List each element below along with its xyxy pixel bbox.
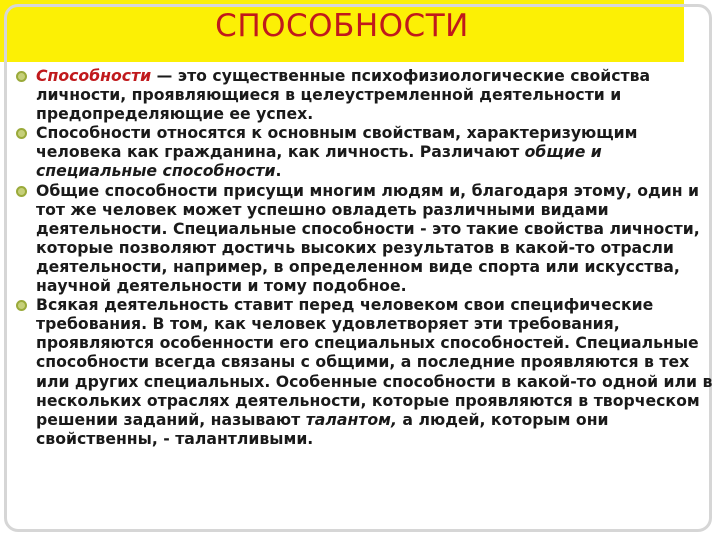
italic-phrase: талантом, <box>305 409 397 429</box>
term-highlight: Способности <box>36 66 152 85</box>
bullet-icon <box>16 186 27 197</box>
bullet-text: Общие способности присущи многим людям и, благодаря этому, один и тот же человек может успешно овладеть различными видами деятельности. Специальные способности - это такие свойства личности, которые позволяют достичь высоких результатов в какой-то отрасли деятельности, например, в определенном виде спорта или искусства, научной деятельности и тому подобное. <box>36 180 700 296</box>
bullet-item <box>16 66 716 123</box>
bullet-item <box>16 181 716 296</box>
bullet-item <box>16 295 716 448</box>
bullet-text: Способности относятся к основным свойствам, характеризующим человека как гражданина, как личность. Различают <box>36 123 638 162</box>
bullet-item <box>16 123 716 180</box>
bullet-icon <box>16 128 27 139</box>
bullet-text: а людей, которым они свойственны, - талантливыми. <box>36 409 609 448</box>
bullet-icon <box>16 71 27 82</box>
bullet-icon <box>16 300 27 311</box>
slide-title: СПОСОБНОСТИ <box>215 8 469 44</box>
bullet-text: — это существенные психофизиологические свойства личности, проявляющиеся в целеустремленной деятельности и предопределяющие ее успех. <box>36 66 651 124</box>
bullet-text: . <box>275 161 282 181</box>
slide-content <box>16 66 716 448</box>
bullet-text: Всякая деятельность ставит перед человеком свои специфические требования. В том, как человек удовлетворяет эти требования, проявляются особенности его специальных способностей. Специальные способности всегда связаны с общими, а последние проявляются в тех или других специальных. Особенные способности в какой-то одной или в нескольких отраслях деятельности, которые проявляются в творческом решении заданий, называют <box>36 295 713 429</box>
italic-phrase: общие и специальные способности <box>36 142 602 181</box>
